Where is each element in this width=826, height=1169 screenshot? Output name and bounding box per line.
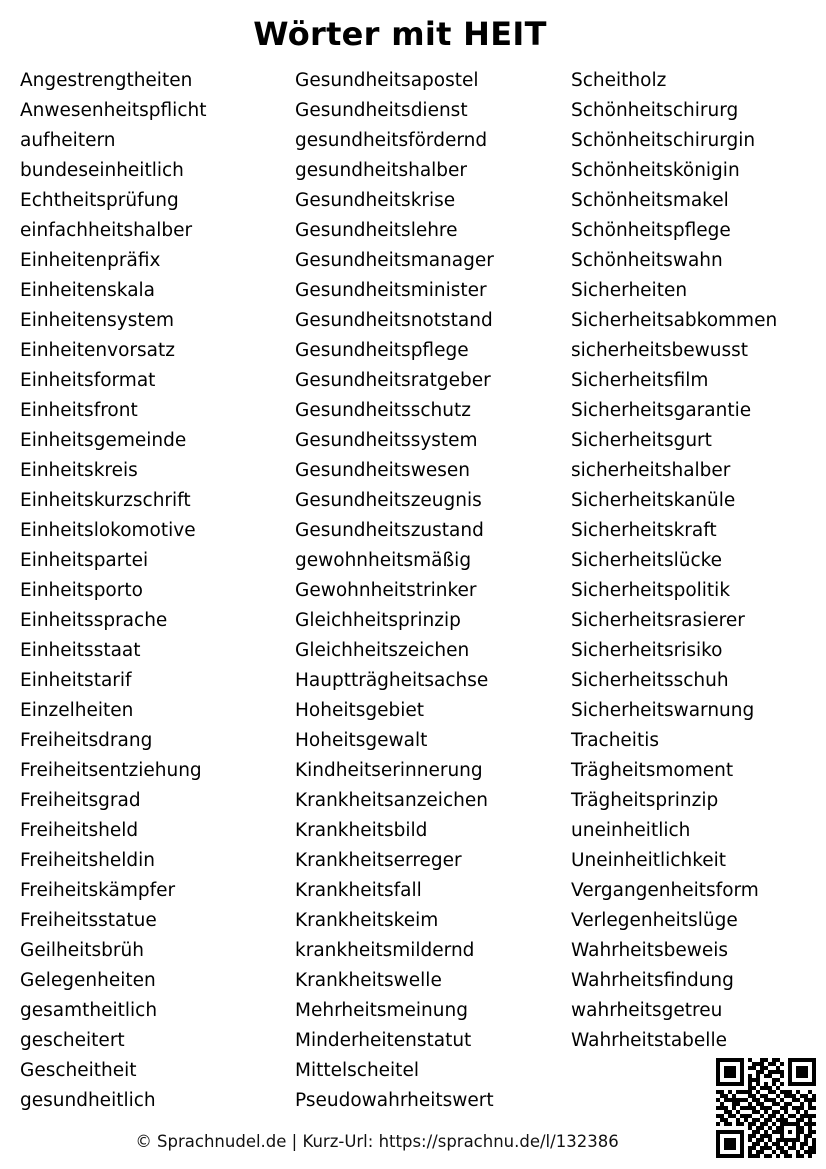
word-list-item: Sicherheitskanüle — [571, 490, 736, 511]
word-column-2 — [295, 66, 494, 1116]
word-list-item: Angestrengtheiten — [20, 70, 193, 91]
word-list-item: gesundheitlich — [20, 1090, 156, 1111]
word-list-item: Gleichheitszeichen — [295, 640, 470, 661]
word-list-item: Sicherheitswarnung — [571, 700, 755, 721]
word-list-item: Einheitssprache — [20, 610, 168, 631]
word-list-item: Krankheitserreger — [295, 850, 462, 871]
word-list-item: Wahrheitsbeweis — [571, 940, 729, 961]
word-list-item: Mehrheitsmeinung — [295, 1000, 468, 1021]
word-list-item: Sicherheitsfilm — [571, 370, 709, 391]
word-list-item: gesamtheitlich — [20, 1000, 158, 1021]
word-list-item: Sicherheitsgarantie — [571, 400, 752, 421]
word-list-item: Verlegenheitslüge — [571, 910, 738, 931]
word-list-item: Trägheitsprinzip — [571, 790, 719, 811]
word-list-item: Hoheitsgewalt — [295, 730, 428, 751]
word-list-item: Einheitenvorsatz — [20, 340, 175, 361]
word-list-item: Freiheitsentziehung — [20, 760, 202, 781]
word-list-item: Uneinheitlichkeit — [571, 850, 727, 871]
word-list-item: Scheitholz — [571, 70, 667, 91]
word-list-item: Einzelheiten — [20, 700, 134, 721]
word-list-item: Einheitenpräfix — [20, 250, 161, 271]
word-list-item: gesundheitsfördernd — [295, 130, 488, 151]
word-list-item: Einheitskreis — [20, 460, 138, 481]
word-list-item: sicherheitsbewusst — [571, 340, 748, 361]
word-list-item: Gesundheitsmanager — [295, 250, 494, 271]
word-column-1 — [20, 66, 206, 1116]
word-list-item: Gesundheitssystem — [295, 430, 478, 451]
word-list-item: Einheitstarif — [20, 670, 132, 691]
word-list-item: Minderheitenstatut — [295, 1030, 472, 1051]
word-list-item: Einheitsfront — [20, 400, 138, 421]
word-list-item: Sicherheitsrasierer — [571, 610, 745, 631]
word-list-item: Freiheitsdrang — [20, 730, 153, 751]
word-list-item: Krankheitsbild — [295, 820, 428, 841]
word-column-3 — [571, 66, 777, 1056]
word-list-item: Mittelscheitel — [295, 1060, 419, 1081]
word-list-item: Echtheitsprüfung — [20, 190, 179, 211]
word-list-item: Sicherheitslücke — [571, 550, 723, 571]
word-list-item: Wahrheitsfindung — [571, 970, 734, 991]
word-list-item: Schönheitspflege — [571, 220, 731, 241]
word-list-item: Einheitsporto — [20, 580, 143, 601]
word-list-item: krankheitsmildernd — [295, 940, 475, 961]
word-list-item: Anwesenheitspflicht — [20, 100, 207, 121]
word-list-item: Einheitslokomotive — [20, 520, 196, 541]
word-list-item: Gesundheitskrise — [295, 190, 456, 211]
word-list-item: Sicherheitsabkommen — [571, 310, 778, 331]
word-list-item: einfachheitshalber — [20, 220, 193, 241]
word-list-item: Einheitsformat — [20, 370, 156, 391]
word-list-item: Einheitsgemeinde — [20, 430, 187, 451]
word-list-item: Trägheitsmoment — [571, 760, 734, 781]
word-list-item: Einheitspartei — [20, 550, 149, 571]
word-list-item: Schönheitschirurg — [571, 100, 739, 121]
word-list-item: Gleichheitsprinzip — [295, 610, 461, 631]
word-list-item: Krankheitsanzeichen — [295, 790, 488, 811]
word-list-item: Einheitskurzschrift — [20, 490, 191, 511]
word-list-item: aufheitern — [20, 130, 116, 151]
word-list-item: Einheitsstaat — [20, 640, 141, 661]
word-list-item: Sicherheitskraft — [571, 520, 717, 541]
word-list-item: Schönheitswahn — [571, 250, 723, 271]
word-list-item: Einheitenskala — [20, 280, 156, 301]
word-list-item: Sicherheitsschuh — [571, 670, 729, 691]
word-list-item: gesundheitshalber — [295, 160, 468, 181]
word-list-item: Hauptträgheitsachse — [295, 670, 489, 691]
word-list-item: Gesundheitslehre — [295, 220, 458, 241]
word-list-item: Schönheitskönigin — [571, 160, 740, 181]
word-list-item: sicherheitshalber — [571, 460, 731, 481]
word-list-item: Gesundheitspflege — [295, 340, 469, 361]
word-list-item: Sicherheitspolitik — [571, 580, 731, 601]
qr-module — [812, 1154, 816, 1158]
word-list-item: wahrheitsgetreu — [571, 1000, 723, 1021]
word-list-item: Gesundheitswesen — [295, 460, 470, 481]
word-list-item: Gelegenheiten — [20, 970, 156, 991]
word-list-item: Gesundheitsminister — [295, 280, 487, 301]
word-list-item: Sicherheitsgurt — [571, 430, 712, 451]
word-list-item: Gesundheitsdienst — [295, 100, 468, 121]
word-list-item: Gesundheitsnotstand — [295, 310, 493, 331]
word-list-item: Gescheitheit — [20, 1060, 137, 1081]
word-list-item: Hoheitsgebiet — [295, 700, 425, 721]
word-list-item: Schönheitschirurgin — [571, 130, 756, 151]
word-list-item: Geilheitsbrüh — [20, 940, 144, 961]
word-list-item: Einheitensystem — [20, 310, 175, 331]
footer-copyright: © Sprachnudel.de | Kurz-Url: https://sprachnu.de/l/132386 — [135, 1132, 619, 1151]
word-list-item: Schönheitsmakel — [571, 190, 729, 211]
word-list-item: Kindheitserinnerung — [295, 760, 483, 781]
word-list-item: Krankheitswelle — [295, 970, 442, 991]
word-list-item: Freiheitsgrad — [20, 790, 141, 811]
word-list-item: Gewohnheitstrinker — [295, 580, 477, 601]
word-list-item: uneinheitlich — [571, 820, 691, 841]
word-list-item: Freiheitsheldin — [20, 850, 156, 871]
word-list-item: Sicherheitsrisiko — [571, 640, 723, 661]
word-list-item: bundeseinheitlich — [20, 160, 184, 181]
word-list-item: Krankheitskeim — [295, 910, 439, 931]
word-list-item: Gesundheitsschutz — [295, 400, 471, 421]
word-list-item: gewohnheitsmäßig — [295, 550, 472, 571]
word-list-item: Freiheitskämpfer — [20, 880, 176, 901]
word-list-item: Vergangenheitsform — [571, 880, 759, 901]
word-list-item: Gesundheitszustand — [295, 520, 484, 541]
word-list-item: Gesundheitsratgeber — [295, 370, 491, 391]
word-list-item: Gesundheitsapostel — [295, 70, 479, 91]
word-list-item: Pseudowahrheitswert — [295, 1090, 494, 1111]
word-list-item: gescheitert — [20, 1030, 125, 1051]
word-list-item: Sicherheiten — [571, 280, 688, 301]
word-list-item: Wahrheitstabelle — [571, 1030, 727, 1051]
word-list-item: Freiheitsheld — [20, 820, 139, 841]
word-list-item: Gesundheitszeugnis — [295, 490, 482, 511]
word-list-item: Krankheitsfall — [295, 880, 422, 901]
word-list-item: Tracheitis — [571, 730, 659, 751]
page-title: Wörter mit HEIT — [253, 15, 547, 53]
word-list-item: Freiheitsstatue — [20, 910, 157, 931]
